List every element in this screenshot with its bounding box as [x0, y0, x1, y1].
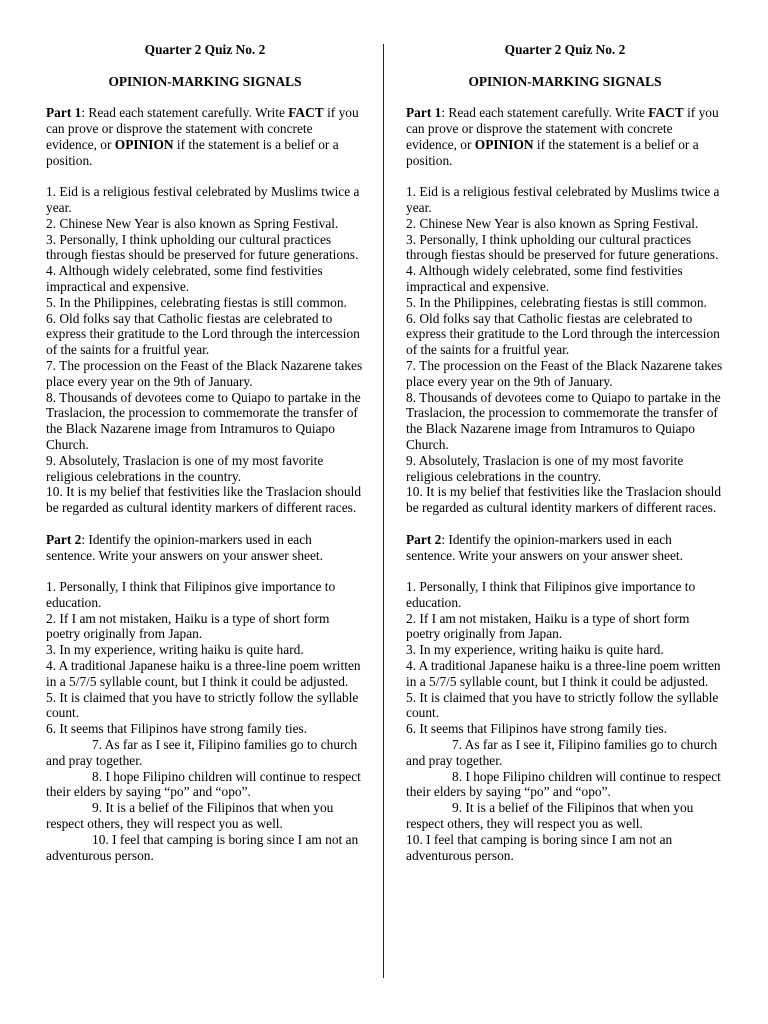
part2-item-text: 10. I feel that camping is boring since I am not an adventurous person. — [46, 831, 359, 863]
part2-item: 3. In my experience, writing haiku is quite hard. — [406, 642, 664, 658]
part2-label: Part 2 — [46, 531, 82, 547]
part1-item: 7. The procession on the Feast of the Black Nazarene takes place every year on the 9th of January. — [46, 357, 363, 389]
part2-item — [46, 832, 364, 864]
part1-instructions — [46, 105, 364, 168]
part2-label: Part 2 — [406, 531, 442, 547]
part2-item: 4. A traditional Japanese haiku is a three-line poem written in a 5/7/5 syllable count, but I think it could be adjusted. — [46, 658, 361, 689]
part1-item: 8. Thousands of devotees come to Quiapo to partake in the Traslacion, the procession to commemorate the transfer of the Black Nazarene image from Intramuros to Quiapo Church. — [46, 389, 361, 452]
part1-item: 5. In the Philippines, celebrating fiestas is still common. — [406, 294, 707, 310]
part2-item — [406, 737, 724, 769]
part2-item-text: 9. It is a belief of the Filipinos that when you respect others, they will respect you as well. — [406, 800, 694, 832]
quiz-subtitle: OPINION-MARKING SIGNALS — [468, 73, 662, 89]
part2-item: 6. It seems that Filipinos have strong family ties. — [46, 721, 308, 737]
part1-item: 9. Absolutely, Traslacion is one of my most favorite religious celebrations in the country. — [46, 452, 324, 484]
part1-text-b: if you can prove or disprove the statement with concrete evidence, or — [406, 105, 719, 152]
part1-item: 3. Personally, I think upholding our cultural practices through fiestas should be preserved for future generations. — [46, 231, 359, 263]
part2-instructions — [406, 532, 724, 564]
part2-item-text: 9. It is a belief of the Filipinos that when you respect others, they will respect you as well. — [46, 800, 334, 832]
fact-keyword: FACT — [288, 105, 324, 121]
part1-item: 2. Chinese New Year is also known as Spring Festival. — [406, 215, 699, 231]
part1-item: 2. Chinese New Year is also known as Spring Festival. — [46, 215, 339, 231]
part1-text-c: if the statement is a belief or a position. — [406, 136, 699, 168]
part2-item-text: 8. I hope Filipino children will continue to respect their elders by saying “po” and “opo”. — [406, 768, 721, 800]
part2-item: 5. It is claimed that you have to strictly follow the syllable count. — [406, 689, 719, 721]
part1-text-c: if the statement is a belief or a position. — [46, 136, 339, 168]
part1-item: 6. Old folks say that Catholic fiestas are celebrated to express their gratitude to the Lord through the intercession of the saints for a fruitful year. — [46, 310, 360, 358]
part1-item: 7. The procession on the Feast of the Black Nazarene takes place every year on the 9th of January. — [406, 357, 723, 389]
part2-item-text: 7. As far as I see it, Filipino families go to church and pray together. — [406, 737, 718, 768]
quiz-title: Quarter 2 Quiz No. 2 — [144, 42, 266, 57]
part2-item: 4. A traditional Japanese haiku is a three-line poem written in a 5/7/5 syllable count, but I think it could be adjusted. — [406, 658, 721, 689]
part1-item: 1. Eid is a religious festival celebrated by Muslims twice a year. — [46, 184, 360, 215]
part1-list — [406, 184, 724, 516]
part2-item — [406, 800, 724, 832]
part2-item: 3. In my experience, writing haiku is quite hard. — [46, 642, 304, 658]
opinion-keyword: OPINION — [114, 136, 174, 152]
part1-item: 1. Eid is a religious festival celebrated by Muslims twice a year. — [406, 184, 720, 215]
part2-item: 1. Personally, I think that Filipinos give importance to education. — [406, 579, 696, 610]
part2-item — [46, 737, 364, 769]
part1-item: 5. In the Philippines, celebrating fiestas is still common. — [46, 294, 347, 310]
part1-list — [46, 184, 364, 516]
part2-item: 2. If I am not mistaken, Haiku is a type of short form poetry originally from Japan. — [46, 610, 330, 642]
part1-text-a: : Read each statement carefully. Write — [81, 105, 289, 121]
part2-item — [46, 769, 364, 801]
part1-item: 9. Absolutely, Traslacion is one of my most favorite religious celebrations in the country. — [406, 452, 684, 484]
part1-label: Part 1 — [406, 105, 442, 121]
part2-item — [46, 800, 364, 832]
part2-item: 6. It seems that Filipinos have strong family ties. — [406, 721, 668, 737]
part2-item: 5. It is claimed that you have to strictly follow the syllable count. — [46, 689, 359, 721]
column-divider — [383, 44, 384, 978]
quiz-subtitle: OPINION-MARKING SIGNALS — [108, 73, 302, 89]
part1-item: 8. Thousands of devotees come to Quiapo to partake in the Traslacion, the procession to commemorate the transfer of the Black Nazarene image from Intramuros to Quiapo Church. — [406, 389, 721, 452]
part1-item: 10. It is my belief that festivities like the Traslacion should be regarded as cultural identity markers of different races. — [406, 484, 722, 516]
part2-item: 2. If I am not mistaken, Haiku is a type of short form poetry originally from Japan. — [406, 610, 690, 642]
part2-list — [406, 579, 724, 863]
part1-item: 4. Although widely celebrated, some find festivities impractical and expensive. — [406, 263, 683, 294]
part2-item — [406, 769, 724, 801]
part1-label: Part 1 — [46, 105, 82, 121]
part2-text: : Identify the opinion-markers used in each sentence. Write your answers on your answer sheet. — [46, 531, 323, 563]
opinion-keyword: OPINION — [474, 136, 534, 152]
part2-item: 10. I feel that camping is boring since I am not an adventurous person. — [406, 831, 673, 863]
part1-instructions — [406, 105, 724, 168]
quiz-title: Quarter 2 Quiz No. 2 — [504, 42, 626, 57]
part1-text-b: if you can prove or disprove the statement with concrete evidence, or — [46, 105, 359, 152]
part2-item-text: 8. I hope Filipino children will continue to respect their elders by saying “po” and “opo”. — [46, 768, 361, 800]
part1-item: 6. Old folks say that Catholic fiestas are celebrated to express their gratitude to the Lord through the intercession of the saints for a fruitful year. — [406, 310, 720, 358]
part2-instructions — [46, 532, 364, 564]
part2-item-text: 7. As far as I see it, Filipino families go to church and pray together. — [46, 737, 358, 768]
part2-item: 1. Personally, I think that Filipinos give importance to education. — [46, 579, 336, 610]
part1-item: 3. Personally, I think upholding our cultural practices through fiestas should be preserved for future generations. — [406, 231, 719, 263]
fact-keyword: FACT — [648, 105, 684, 121]
part1-item: 10. It is my belief that festivities like the Traslacion should be regarded as cultural identity markers of different races. — [46, 484, 362, 516]
part1-text-a: : Read each statement carefully. Write — [441, 105, 649, 121]
quiz-column-left — [46, 42, 364, 879]
quiz-column-right — [406, 42, 724, 879]
part2-list — [46, 579, 364, 863]
part1-item: 4. Although widely celebrated, some find festivities impractical and expensive. — [46, 263, 323, 294]
part2-text: : Identify the opinion-markers used in each sentence. Write your answers on your answer sheet. — [406, 531, 683, 563]
